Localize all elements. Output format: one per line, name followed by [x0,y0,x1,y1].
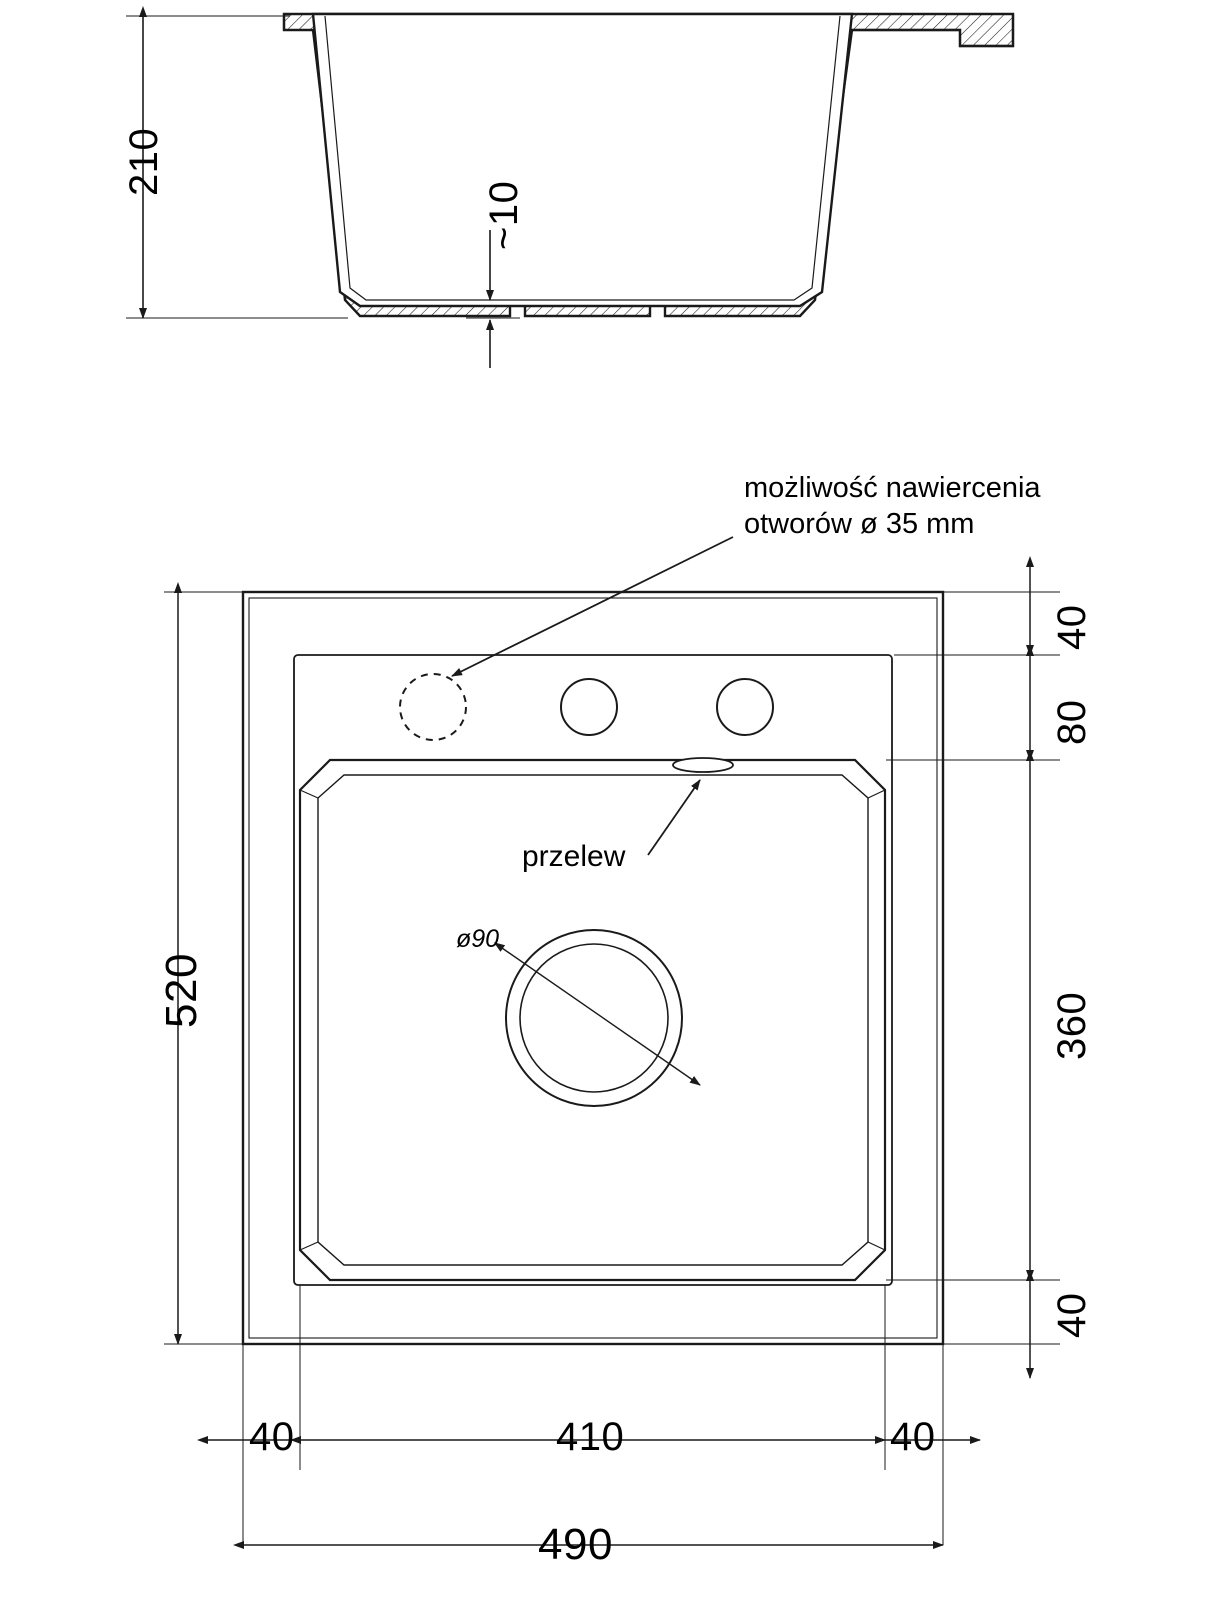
dimension-total-height-520: 520 [157,953,206,1028]
dimension-bowl-height-360: 360 [1050,991,1094,1060]
callout-overflow: przelew [522,840,626,873]
dimension-wall-thickness: ~10 [482,180,526,250]
dimension-bottom-edge-40: 40 [1050,1292,1094,1338]
callout-drain-diameter: ø90 [456,925,500,953]
top-view-group [164,537,1060,1545]
callout-drill-holes-line1: możliwość nawiercenia [744,472,1041,504]
dimension-depth-210: 210 [122,127,166,196]
callout-drill-holes-line2: otworów ø 35 mm [744,508,975,540]
dimension-top-edge-40: 40 [1050,604,1094,650]
dimension-bowl-width-410: 410 [556,1415,625,1459]
dimension-left-margin-40: 40 [249,1415,295,1459]
dimension-tap-zone-80: 80 [1050,699,1094,745]
dimension-right-margin-40: 40 [890,1415,936,1459]
section-view-group [126,14,1013,368]
dimension-total-width-490: 490 [538,1520,613,1569]
